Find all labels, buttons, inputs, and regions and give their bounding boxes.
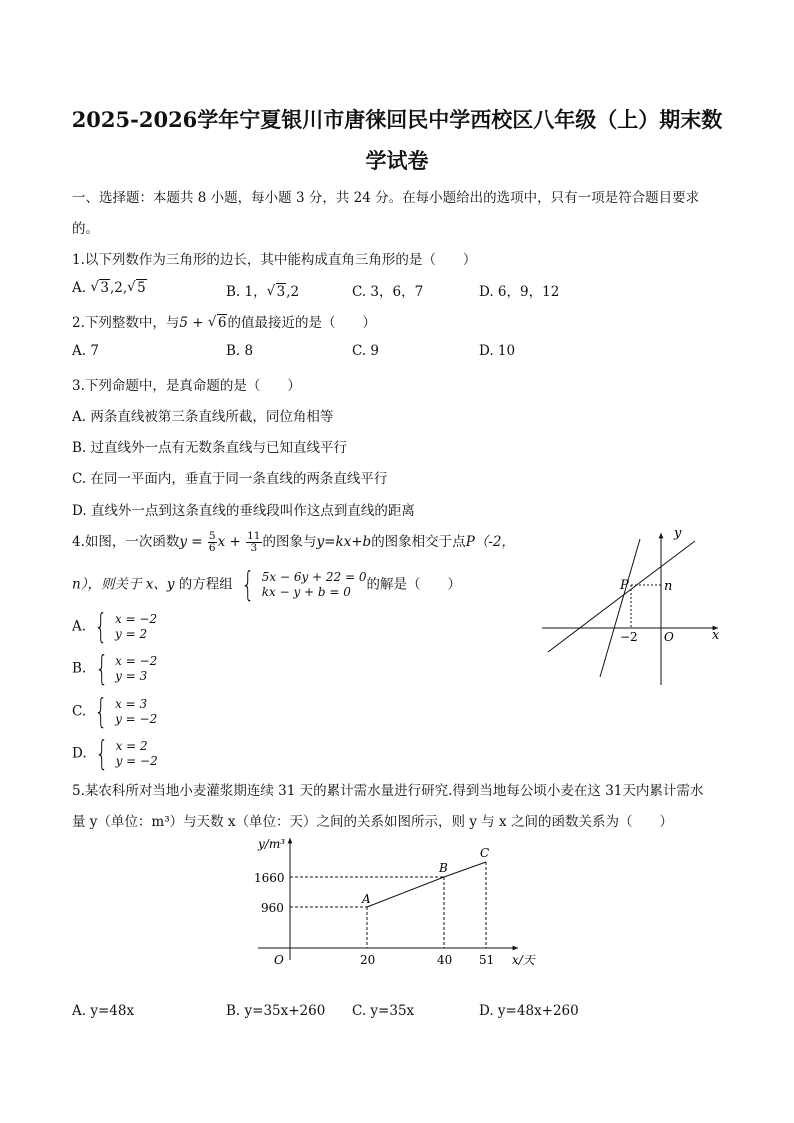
q5-point-b: B xyxy=(439,861,448,875)
q5-ylabel: y/m³ xyxy=(258,837,286,851)
q5-tick-20: 20 xyxy=(360,953,376,967)
page-title-line1: 2025-2026学年宁夏银川市唐徕回民中学西校区八年级（上）期末数 xyxy=(71,107,723,132)
q5-origin: O xyxy=(274,953,284,967)
q5-stem-line1: 5.某农科所对当地小麦灌浆期连续 31 天的累计需水量进行研究.得到当地每公顷小麦在这 31天内累计需水 xyxy=(72,783,704,799)
q4-stem-line2: n），则关于 x、y 的方程组 { 5x − 6y + 22 = 0 kx − y + b = 0 的解是（ ） xyxy=(72,565,462,605)
q5-point-a: A xyxy=(362,892,371,906)
q2-option-a: A. 7 xyxy=(72,343,99,359)
q5-option-a: A. y=48x xyxy=(72,1003,135,1019)
q5-option-d: D. y=48x+260 xyxy=(479,1003,579,1019)
q4-option: A. { x = −2 y = 2 xyxy=(72,607,158,647)
q5-graph xyxy=(250,835,550,970)
section-heading: 一、选择题：本题共 8 小题，每小题 3 分，共 24 分。在每小题给出的选项中，只有一项是符合题目要求 xyxy=(72,190,700,206)
q5-stem-line2: 量 y（单位：m³）与天数 x（单位：天）之间的关系如图所示，则 y 与 x 之间的函数关系为（ ） xyxy=(72,814,673,830)
q2-option-c: C. 9 xyxy=(352,343,380,359)
q3-option-a: A. 两条直线被第三条直线所截，同位角相等 xyxy=(72,409,334,425)
q5-xlabel: x/天 xyxy=(512,953,535,967)
q1-stem: 1.以下列数作为三角形的边长，其中能构成直角三角形的是（ ） xyxy=(72,252,477,268)
q5-option-b: B. y=35x+260 xyxy=(226,1003,326,1019)
graph-y-label: y xyxy=(674,526,682,541)
graph-point-p: P xyxy=(620,578,629,593)
graph-x-label: x xyxy=(712,628,720,643)
q1-option-b: B. 1，√ 3,2 xyxy=(226,280,299,300)
q5-tick-51: 51 xyxy=(479,953,495,967)
q5-line xyxy=(367,862,486,907)
q4-option: C. { x = 3 y = −2 xyxy=(72,692,158,732)
q4-option: D. { x = 2 y = −2 xyxy=(72,734,158,774)
q3-stem: 3.下列命题中，是真命题的是（ ） xyxy=(72,378,301,394)
q1-option-c: C. 3，6，7 xyxy=(352,284,424,300)
q5-option-c: C. y=35x xyxy=(352,1003,415,1019)
q2-stem: 2.下列整数中，与5 + √ 6的值最接近的是（ ） xyxy=(72,311,376,331)
page-title-line2: 学试卷 xyxy=(365,148,429,173)
section-heading-cont: 的。 xyxy=(72,221,99,237)
q1-option-a: A. √ 3,2,√ 5 xyxy=(72,280,147,296)
q1-option-d: D. 6，9，12 xyxy=(479,284,560,300)
q2-option-b: B. 8 xyxy=(226,343,254,359)
graph-n: n xyxy=(664,579,673,594)
q4-stem-line1: 4.如图，一次函数y = $\frac{5}{6}$ x + $\frac{11}{3}$ 的图象与y=kx+b的图象相交于点P（-2， xyxy=(72,530,515,554)
q3-option-c: C. 在同一平面内，垂直于同一条直线的两条直线平行 xyxy=(72,471,388,487)
q2-option-d: D. 10 xyxy=(479,343,516,359)
q5-tick-1660: 1660 xyxy=(254,871,285,885)
q3-option-b: B. 过直线外一点有无数条直线与已知直线平行 xyxy=(72,440,348,456)
q5-tick-40: 40 xyxy=(437,953,453,967)
q5-point-c: C xyxy=(480,846,490,860)
q3-option-d: D. 直线外一点到这条直线的垂线段叫作这点到直线的距离 xyxy=(72,503,415,519)
q4-option: B. { x = −2 y = 3 xyxy=(72,649,158,689)
graph-neg2: −2 xyxy=(620,630,638,644)
q4-graph xyxy=(540,525,730,690)
q5-tick-960: 960 xyxy=(261,901,284,915)
graph-origin: O xyxy=(664,630,674,644)
